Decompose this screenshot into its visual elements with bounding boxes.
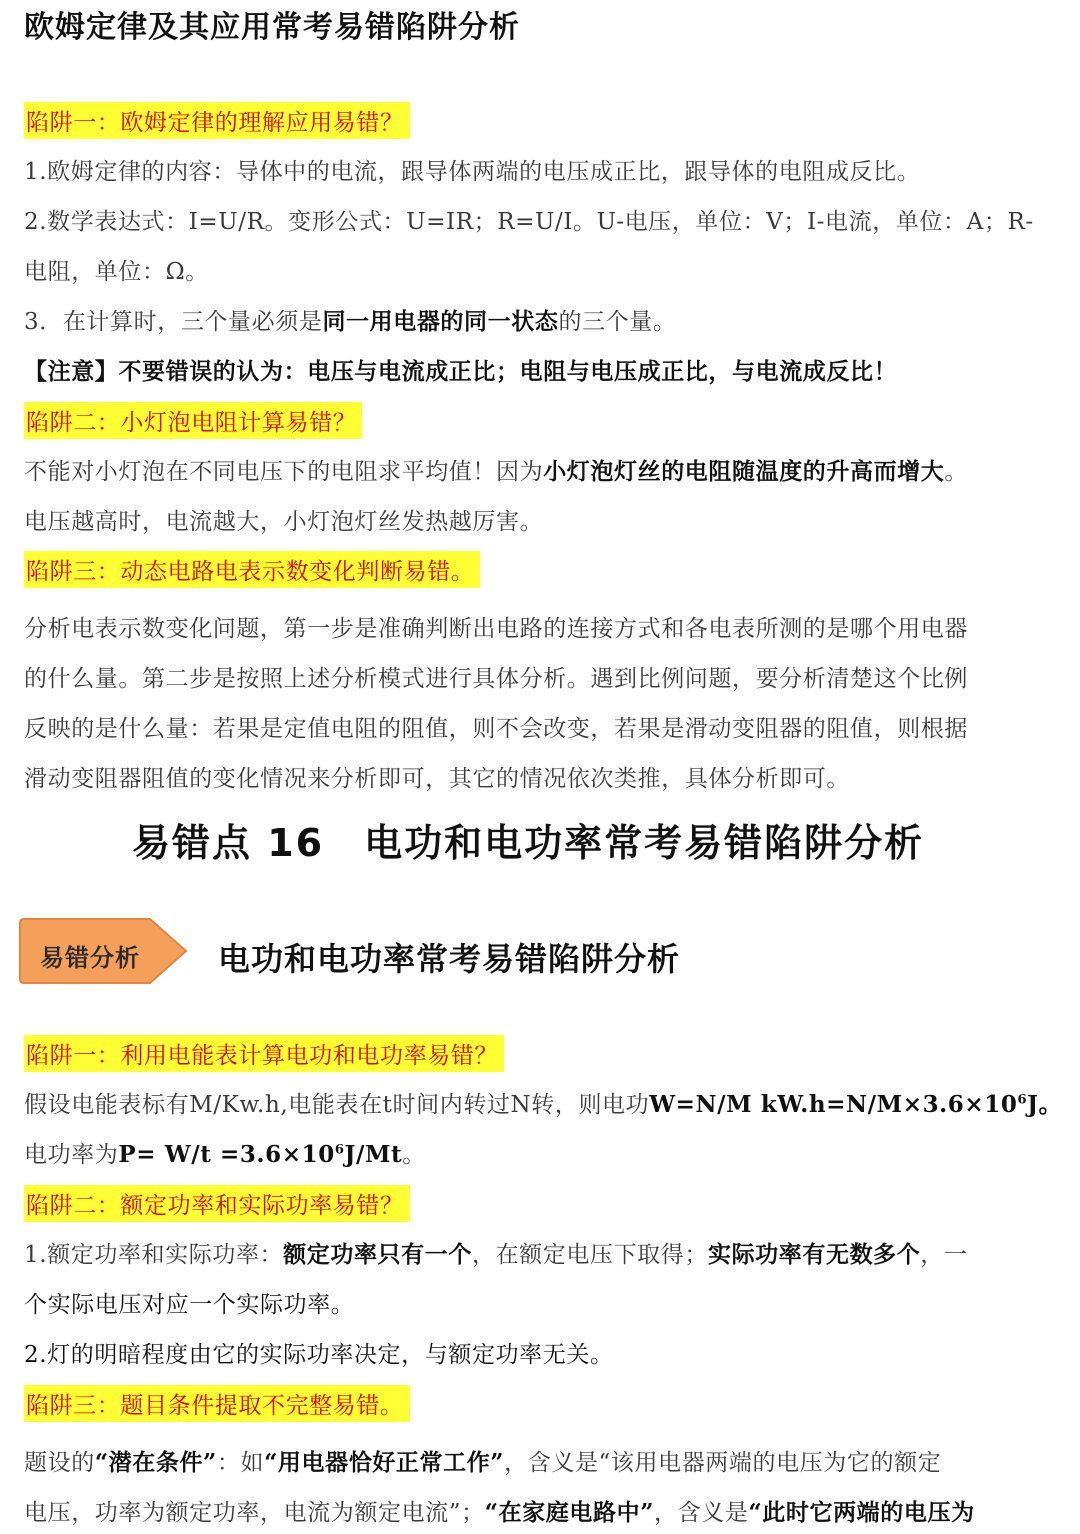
trap-3-heading: 陷阱三：动态电路电表示数变化判断易错。 bbox=[24, 551, 480, 588]
trap-1-heading: 陷阱一：欧姆定律的理解应用易错？ bbox=[24, 102, 410, 139]
paragraph-power-formula: 电功率为$P= W/t =3.6\times 10^6J/Mt$。 bbox=[24, 1141, 426, 1168]
page-title: 欧姆定律及其应用常考易错陷阱分析 bbox=[24, 10, 520, 45]
paragraph-rated-actual: 1.额定功率和实际功率：额定功率只有一个，在额定电压下取得；实际功率有无数多个，一 bbox=[24, 1241, 968, 1268]
attention-note: 【注意】不要错误的认为：电压与电流成正比；电阻与电压成正比，与电流成反比！ bbox=[24, 358, 898, 385]
paragraph-energy-meter: 假设电能表标有M/Kw.h,电能表在t时间内转过N转，则电功W=N/M $kW.h=N/M\times 3.6\times 10^6J$。 bbox=[24, 1091, 1063, 1118]
badge-title: 电功和电功率常考易错陷阱分析 bbox=[218, 940, 681, 978]
paragraph-dynamic-circuit-1: 分析电表示数变化问题，第一步是准确判断出电路的连接方式和各电表所测的是哪个用电器 bbox=[24, 616, 968, 642]
trap-3-power-heading: 陷阱三：题目条件提取不完整易错。 bbox=[24, 1385, 410, 1422]
trap-1-power-heading: 陷阱一：利用电能表计算电功和电功率易错？ bbox=[24, 1035, 504, 1072]
paragraph-formula: 2.数学表达式：I=U/R。变形公式：U=IR；R=U/I。U-电压，单位：V；I-电流，单位：A；R- bbox=[24, 209, 1034, 235]
paragraph-hidden-condition: 题设的“潜在条件”：如“用电器恰好正常工作”，含义是“该用电器两端的电压为它的额定 bbox=[24, 1449, 942, 1476]
paragraph-formula-cont: 电阻，单位：Ω。 bbox=[24, 259, 209, 285]
paragraph-bulb-heat: 电压越高时，电流越大，小灯泡灯丝发热越厉害。 bbox=[24, 509, 544, 535]
paragraph-rated-actual-cont: 个实际电压对应一个实际功率。 bbox=[24, 1292, 355, 1318]
section-heading-16: 易错点 16 电功和电功率常考易错陷阱分析 bbox=[132, 821, 925, 865]
paragraph-calculation-note: 3．在计算时，三个量必须是同一用电器的同一状态的三个量。 bbox=[24, 308, 677, 335]
paragraph-dynamic-circuit-2: 的什么量。第二步是按照上述分析模式进行具体分析。遇到比例问题，要分析清楚这个比例 bbox=[24, 666, 968, 692]
paragraph-ohm-law-content: 1.欧姆定律的内容：导体中的电流，跟导体两端的电压成正比，跟导体的电阻成反比。 bbox=[24, 159, 921, 185]
paragraph-dynamic-circuit-4: 滑动变阻器阻值的变化情况来分析即可，其它的情况依次类推，具体分析即可。 bbox=[24, 766, 850, 792]
paragraph-bulb-resistance: 不能对小灯泡在不同电压下的电阻求平均值！因为小灯泡灯丝的电阻随温度的升高而增大。 bbox=[24, 458, 969, 485]
paragraph-brightness: 2.灯的明暗程度由它的实际功率决定，与额定功率无关。 bbox=[24, 1342, 614, 1368]
badge-label: 易错分析 bbox=[40, 944, 140, 972]
paragraph-dynamic-circuit-3: 反映的是什么量：若果是定值电阻的阻值，则不会改变，若果是滑动变阻器的阻值，则根据 bbox=[24, 716, 968, 742]
trap-2-power-heading: 陷阱二：额定功率和实际功率易错？ bbox=[24, 1185, 410, 1222]
paragraph-hidden-condition-cont: 电压，功率为额定功率，电流为额定电流”；“在家庭电路中”，含义是“此时它两端的电压为 bbox=[24, 1499, 975, 1526]
trap-2-heading: 陷阱二：小灯泡电阻计算易错？ bbox=[24, 402, 362, 439]
